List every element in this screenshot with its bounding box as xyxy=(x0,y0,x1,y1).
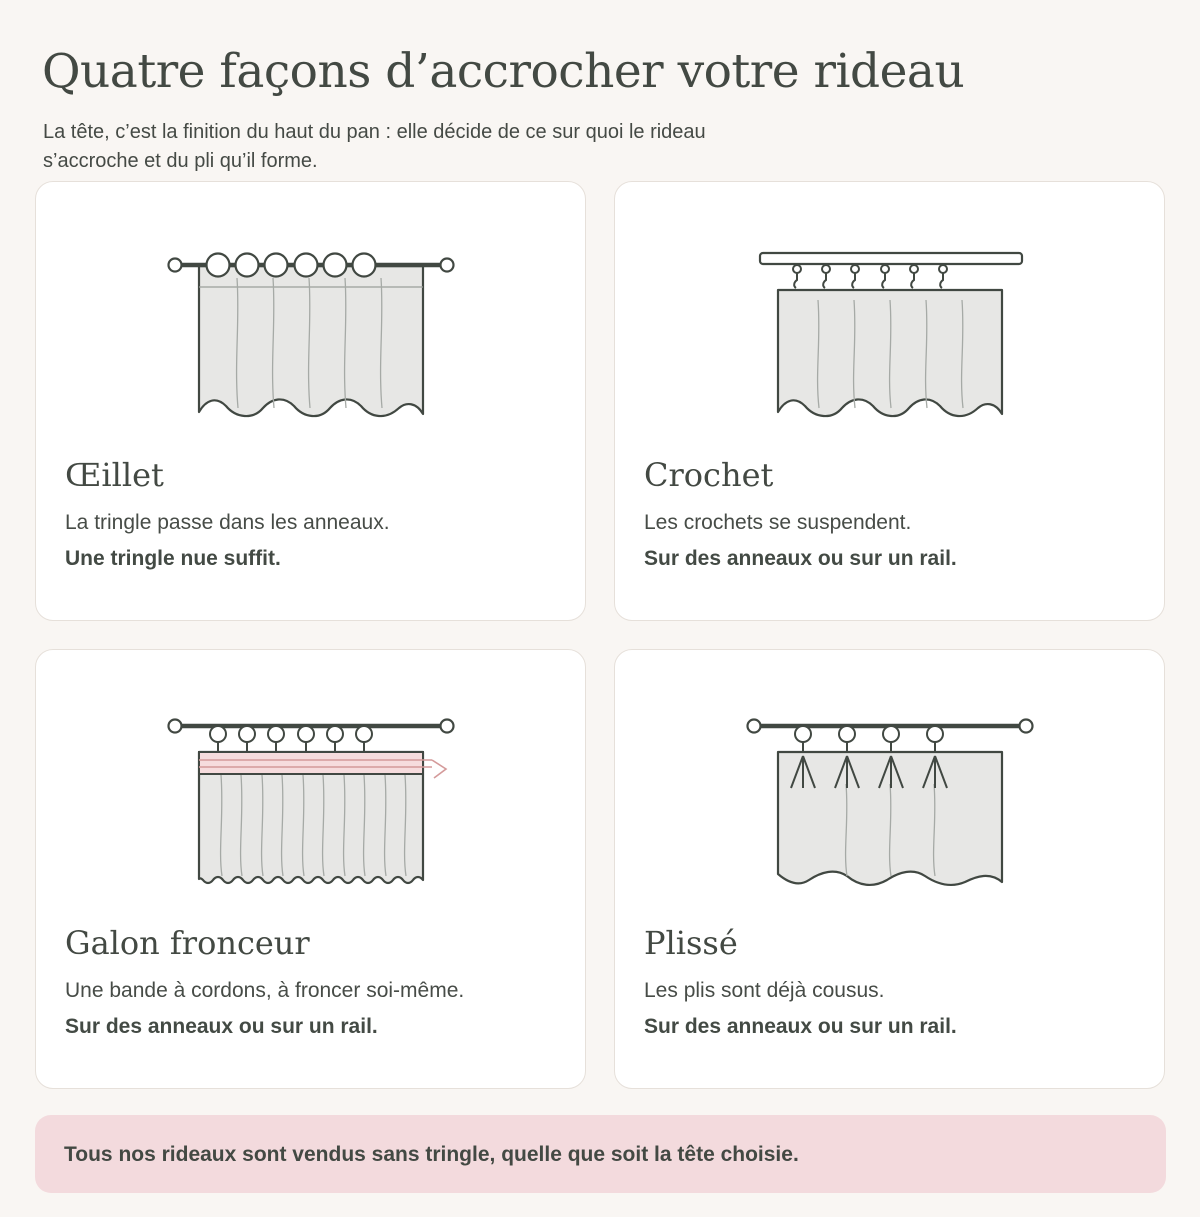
hook-curtain-icon xyxy=(615,182,1166,442)
card-title: Plissé xyxy=(644,924,738,962)
card-plisse xyxy=(614,649,1165,1089)
card-crochet xyxy=(614,181,1165,621)
card-note: Sur des anneaux ou sur un rail. xyxy=(65,1015,378,1038)
pleated-curtain-icon xyxy=(615,650,1166,910)
card-description: Les crochets se suspendent. xyxy=(644,511,912,534)
card-galon-fronceur xyxy=(35,649,586,1089)
subtitle-line-1: La tête, c’est la finition du haut du pan : elle décide de ce sur quoi le rideau xyxy=(43,121,706,143)
card-description: Une bande à cordons, à froncer soi-même. xyxy=(65,979,465,1002)
page-title: Quatre façons d’accrocher votre rideau xyxy=(42,44,965,99)
page-subtitle xyxy=(43,118,803,176)
card-title: Crochet xyxy=(644,456,774,494)
card-title: Galon fronceur xyxy=(65,924,310,962)
footer-note-text: Tous nos rideaux sont vendus sans tringle, quelle que soit la tête choisie. xyxy=(64,1143,799,1166)
eyelet-curtain-icon xyxy=(36,182,587,442)
gathering-tape-curtain-icon xyxy=(36,650,587,910)
subtitle-line-2: s’accroche et du pli qu’il forme. xyxy=(43,150,318,172)
footer-note xyxy=(35,1115,1166,1193)
card-note: Sur des anneaux ou sur un rail. xyxy=(644,1015,957,1038)
card-description: Les plis sont déjà cousus. xyxy=(644,979,885,1002)
card-note: Sur des anneaux ou sur un rail. xyxy=(644,547,957,570)
card-description: La tringle passe dans les anneaux. xyxy=(65,511,390,534)
card-note: Une tringle nue suffit. xyxy=(65,547,281,570)
card-oeillet xyxy=(35,181,586,621)
card-title: Œillet xyxy=(65,456,164,494)
